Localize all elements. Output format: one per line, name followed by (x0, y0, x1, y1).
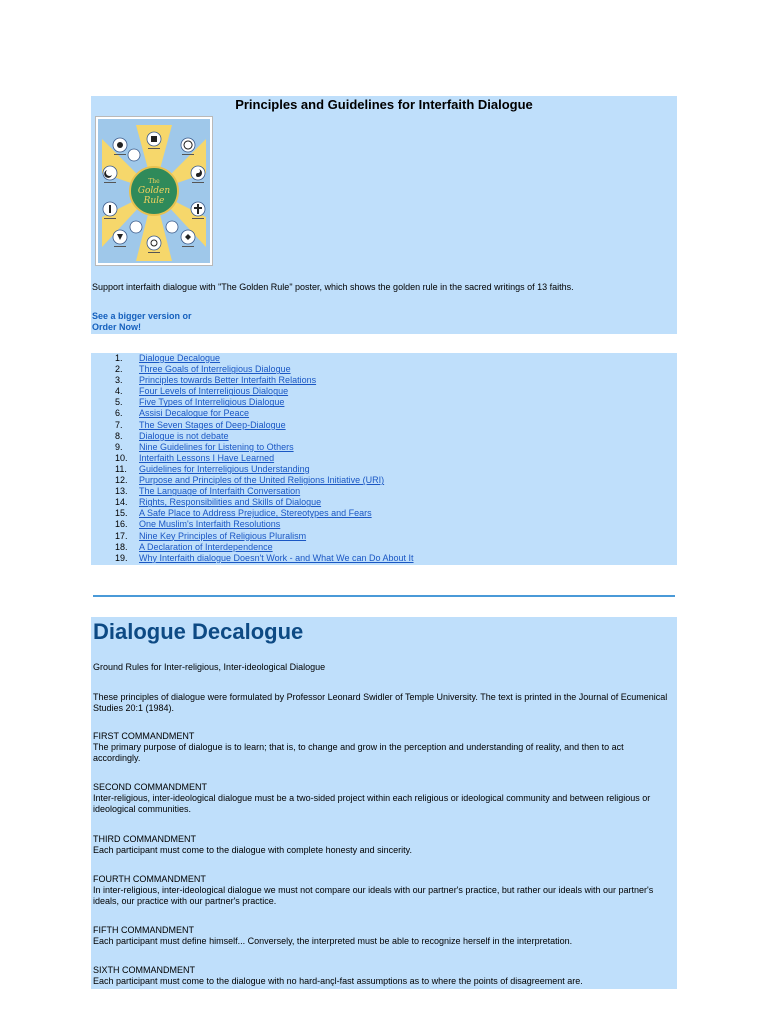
contents-link[interactable]: One Muslim's Interfaith Resolutions (139, 519, 281, 530)
commandment-text: The primary purpose of dialogue is to learn; that is, to change and grow in the perception and understanding of reality, and then to act accordingly. (93, 742, 624, 763)
contents-item-number: 17. (115, 530, 128, 541)
contents-item-number: 1. (115, 353, 123, 363)
commandment-text: In inter-religious, inter-ideological dialogue we must not compare our ideals with our partner's practice, but rather our ideals with our partner's ideals, our practice with our partner's practice. (93, 885, 654, 906)
contents-link[interactable]: Dialogue Decalogue (139, 353, 221, 363)
contents-item-number: 14. (115, 497, 128, 508)
contents-link[interactable]: Five Types of Interreligious Dialogue (139, 397, 285, 408)
contents-item-number: 3. (115, 375, 123, 386)
contents-item (115, 508, 414, 519)
contents-item (115, 442, 414, 453)
contents-item-number: 7. (115, 419, 123, 430)
contents-item-number: 18. (115, 541, 128, 552)
contents-item (115, 408, 414, 419)
contents-item-number: 16. (115, 519, 128, 530)
contents-item (115, 453, 414, 464)
contents-item (115, 475, 414, 486)
poster-text-rule: Rule (143, 196, 165, 206)
contents-item (115, 542, 414, 553)
contents-item-number: 13. (115, 486, 128, 497)
contents-item (115, 553, 414, 564)
commandment-text: Each participant must come to the dialogue with no hard-ançl-fast assumptions as to where the points of disagreement are. (93, 976, 583, 986)
contents-link[interactable]: Nine Key Principles of Religious Pluralism (139, 530, 307, 541)
contents-link[interactable]: The Seven Stages of Deep-Dialogue (139, 419, 286, 430)
contents-item (115, 519, 414, 530)
contents-panel (91, 353, 677, 565)
golden-rule-poster[interactable] (95, 116, 213, 266)
contents-item-number: 2. (115, 364, 123, 375)
contents-item (115, 375, 414, 386)
contents-link[interactable]: Interfaith Lessons I Have Learned (139, 452, 275, 463)
contents-item-number: 8. (115, 430, 123, 441)
contents-link[interactable]: Four Levels of Interreligious Dialogue (139, 386, 289, 397)
contents-item (115, 353, 414, 364)
contents-link[interactable]: Dialogue is not debate (139, 430, 229, 441)
section-subtitle: Ground Rules for Inter-religious, Inter-ideological Dialogue (93, 662, 326, 672)
contents-item (115, 364, 414, 375)
contents-item (115, 420, 414, 431)
poster-image (96, 117, 212, 265)
bigger-version-link[interactable]: See a bigger version or (92, 311, 192, 321)
intro-panel (91, 96, 677, 334)
commandment-heading: SECOND COMMANDMENT (93, 782, 207, 792)
poster-text-golden: Golden (137, 186, 171, 196)
poster-description: Support interfaith dialogue with "The Golden Rule" poster, which shows the golden rule in the sacred writings of 13 faiths. (92, 282, 574, 292)
contents-link[interactable]: Why Interfaith dialogue Doesn't Work - and What We can Do About It (139, 552, 414, 563)
contents-link[interactable]: Three Goals of Interreligious Dialogue (139, 364, 291, 375)
commandment-heading: THIRD COMMANDMENT (93, 834, 196, 844)
commandment-heading: FIFTH COMMANDMENT (93, 925, 194, 935)
contents-link[interactable]: Guidelines for Interreligious Understanding (139, 463, 310, 474)
contents-link[interactable]: The Language of Interfaith Conversation (139, 486, 301, 497)
contents-item-number: 10. (115, 452, 128, 463)
contents-link[interactable]: Purpose and Principles of the United Religions Initiative (URI) (139, 475, 385, 486)
contents-item (115, 497, 414, 508)
contents-item-number: 5. (115, 397, 123, 408)
contents-link[interactable]: A Declaration of Interdependence (139, 541, 273, 552)
contents-item-number: 11. (115, 463, 127, 474)
contents-list (115, 353, 414, 564)
contents-link[interactable]: Nine Guidelines for Listening to Others (139, 441, 294, 452)
contents-item (115, 431, 414, 442)
order-now-link[interactable]: Order Now! (92, 322, 142, 332)
section-title: Dialogue Decalogue (93, 619, 304, 644)
contents-item (115, 397, 414, 408)
commandment-text: Each participant must come to the dialogue with complete honesty and sincerity. (93, 845, 413, 855)
contents-link[interactable]: Rights, Responsibilities and Skills of Dialogue (139, 497, 322, 508)
contents-item-number: 19. (115, 552, 128, 563)
contents-item-number: 9. (115, 441, 123, 452)
commandment-text: Each participant must define himself... Conversely, the interpreted must be able to recognize herself in the interpretation. (93, 936, 573, 946)
contents-item (115, 464, 414, 475)
commandment-heading: FOURTH COMMANDMENT (93, 874, 206, 884)
page-title: Principles and Guidelines for Interfaith Dialogue (235, 97, 533, 112)
contents-item (115, 531, 414, 542)
contents-link[interactable]: A Safe Place to Address Prejudice, Stereotypes and Fears (139, 508, 372, 519)
poster-text-the: The (148, 178, 160, 185)
contents-link[interactable]: Assisi Decalogue for Peace (139, 408, 250, 419)
contents-link[interactable]: Principles towards Better Interfaith Relations (139, 375, 317, 386)
contents-item-number: 15. (115, 508, 128, 519)
contents-item-number: 6. (115, 408, 123, 419)
commandment-text: Inter-religious, inter-ideological dialogue must be a two-sided project within each religious or ideological community and between religious or ideological communities. (93, 793, 651, 814)
decalogue-panel (91, 617, 677, 989)
contents-item (115, 386, 414, 397)
contents-item-number: 12. (115, 475, 128, 486)
section-intro: These principles of dialogue were formulated by Professor Leonard Swidler of Temple University. The text is printed in the Journal of Ecumenical Studies 20:1 (1984). (93, 692, 668, 713)
section-divider (93, 595, 675, 597)
commandment-heading: FIRST COMMANDMENT (93, 731, 195, 741)
contents-item-number: 4. (115, 386, 123, 397)
commandment-heading: SIXTH COMMANDMENT (93, 965, 195, 975)
contents-item (115, 486, 414, 497)
